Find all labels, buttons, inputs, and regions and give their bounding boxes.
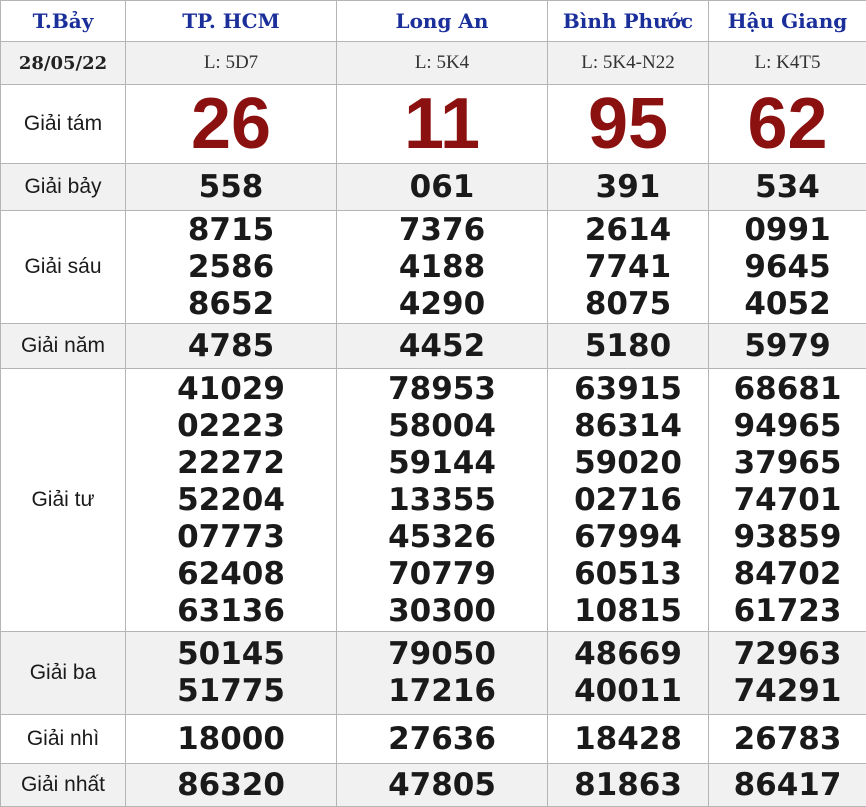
- prize-number: 93859: [709, 519, 866, 556]
- prize-label: Giải tám: [1, 85, 126, 164]
- prize-label: Giải ba: [1, 632, 126, 715]
- prize-number: 4290: [337, 286, 547, 323]
- prize-number: 47805: [337, 764, 548, 807]
- prize-row-g5: [1, 324, 866, 369]
- prize-number: 8715: [126, 212, 336, 249]
- prize-number: 86417: [709, 764, 866, 807]
- ticket-code: L: 5K4-N22: [548, 42, 709, 85]
- prize-number: 50145: [126, 636, 336, 673]
- draw-date: 28/05/22: [1, 42, 126, 85]
- prize-row-g2: [1, 715, 866, 764]
- day-of-week: T.Bảy: [1, 1, 126, 42]
- prize-row-g1: [1, 764, 866, 807]
- prize-number: 18428: [548, 715, 709, 764]
- prize-number: 07773: [126, 519, 336, 556]
- prize-number: 061: [337, 164, 548, 211]
- prize-row-g8: [1, 85, 866, 164]
- prize-number: 2586: [126, 249, 336, 286]
- prize-number: 94965: [709, 408, 866, 445]
- prize-number: 60513: [548, 556, 708, 593]
- prize-number: 10815: [548, 593, 708, 630]
- prize-number: 70779: [337, 556, 547, 593]
- province-header[interactable]: Hậu Giang: [709, 1, 866, 42]
- prize-cell: [126, 85, 337, 164]
- prize-number: 86314: [548, 408, 708, 445]
- prize-cell: [126, 211, 337, 324]
- prize-number: 4785: [126, 324, 337, 369]
- prize-number: 2614: [548, 212, 708, 249]
- subheader-row: [1, 42, 866, 85]
- prize-number: 79050: [337, 636, 547, 673]
- prize-number: 9645: [709, 249, 866, 286]
- prize-cell: [548, 85, 709, 164]
- prize-cell: [126, 632, 337, 715]
- prize-number: 58004: [337, 408, 547, 445]
- ticket-code: L: K4T5: [709, 42, 866, 85]
- prize-number: 72963: [709, 636, 866, 673]
- prize-number: 74291: [709, 673, 866, 710]
- prize-number: 63915: [548, 371, 708, 408]
- prize-number: 84702: [709, 556, 866, 593]
- prize-label: Giải tư: [1, 369, 126, 632]
- province-header[interactable]: Bình Phước: [548, 1, 709, 42]
- prize-number: 59144: [337, 445, 547, 482]
- prize-number: 8075: [548, 286, 708, 323]
- prize-number: 63136: [126, 593, 336, 630]
- prize-cell: [337, 632, 548, 715]
- prize-number: 45326: [337, 519, 547, 556]
- prize-number: 30300: [337, 593, 547, 630]
- special-number: 26: [191, 85, 271, 164]
- prize-number: 7741: [548, 249, 708, 286]
- prize-number: 558: [126, 164, 337, 211]
- special-number: 11: [404, 85, 480, 164]
- prize-cell: [709, 211, 866, 324]
- prize-number: 0991: [709, 212, 866, 249]
- prize-cell: [709, 369, 866, 632]
- prize-number: 5979: [709, 324, 866, 369]
- header-row: [1, 1, 866, 42]
- prize-number: 81863: [548, 764, 709, 807]
- province-header[interactable]: TP. HCM: [126, 1, 337, 42]
- prize-cell: [548, 632, 709, 715]
- special-number: 62: [747, 85, 827, 164]
- prize-number: 86320: [126, 764, 337, 807]
- prize-cell: [709, 85, 866, 164]
- prize-row-g6: [1, 211, 866, 324]
- prize-number: 391: [548, 164, 709, 211]
- prize-number: 26783: [709, 715, 866, 764]
- prize-number: 8652: [126, 286, 336, 323]
- ticket-code: L: 5K4: [337, 42, 548, 85]
- prize-cell: [126, 369, 337, 632]
- prize-label: Giải sáu: [1, 211, 126, 324]
- prize-number: 4452: [337, 324, 548, 369]
- prize-number: 37965: [709, 445, 866, 482]
- prize-cell: [337, 211, 548, 324]
- ticket-code: L: 5D7: [126, 42, 337, 85]
- prize-row-g4: [1, 369, 866, 632]
- prize-number: 67994: [548, 519, 708, 556]
- special-number: 95: [588, 85, 668, 164]
- prize-cell: [337, 85, 548, 164]
- prize-number: 52204: [126, 482, 336, 519]
- prize-number: 13355: [337, 482, 547, 519]
- prize-number: 02223: [126, 408, 336, 445]
- prize-number: 78953: [337, 371, 547, 408]
- prize-number: 40011: [548, 673, 708, 710]
- prize-number: 22272: [126, 445, 336, 482]
- prize-number: 5180: [548, 324, 709, 369]
- prize-number: 18000: [126, 715, 337, 764]
- prize-number: 17216: [337, 673, 547, 710]
- prize-number: 534: [709, 164, 866, 211]
- prize-number: 7376: [337, 212, 547, 249]
- prize-label: Giải nhất: [1, 764, 126, 807]
- prize-number: 51775: [126, 673, 336, 710]
- prize-cell: [709, 632, 866, 715]
- prize-cell: [337, 369, 548, 632]
- prize-number: 74701: [709, 482, 866, 519]
- prize-label: Giải bảy: [1, 164, 126, 211]
- prize-row-g3: [1, 632, 866, 715]
- prize-number: 41029: [126, 371, 336, 408]
- prize-cell: [548, 211, 709, 324]
- prize-cell: [548, 369, 709, 632]
- prize-number: 59020: [548, 445, 708, 482]
- prize-label: Giải năm: [1, 324, 126, 369]
- prize-number: 62408: [126, 556, 336, 593]
- prize-number: 4188: [337, 249, 547, 286]
- prize-number: 48669: [548, 636, 708, 673]
- prize-number: 4052: [709, 286, 866, 323]
- prize-number: 61723: [709, 593, 866, 630]
- province-header[interactable]: Long An: [337, 1, 548, 42]
- prize-row-g7: [1, 164, 866, 211]
- prize-number: 68681: [709, 371, 866, 408]
- prize-number: 02716: [548, 482, 708, 519]
- prize-number: 27636: [337, 715, 548, 764]
- prize-label: Giải nhì: [1, 715, 126, 764]
